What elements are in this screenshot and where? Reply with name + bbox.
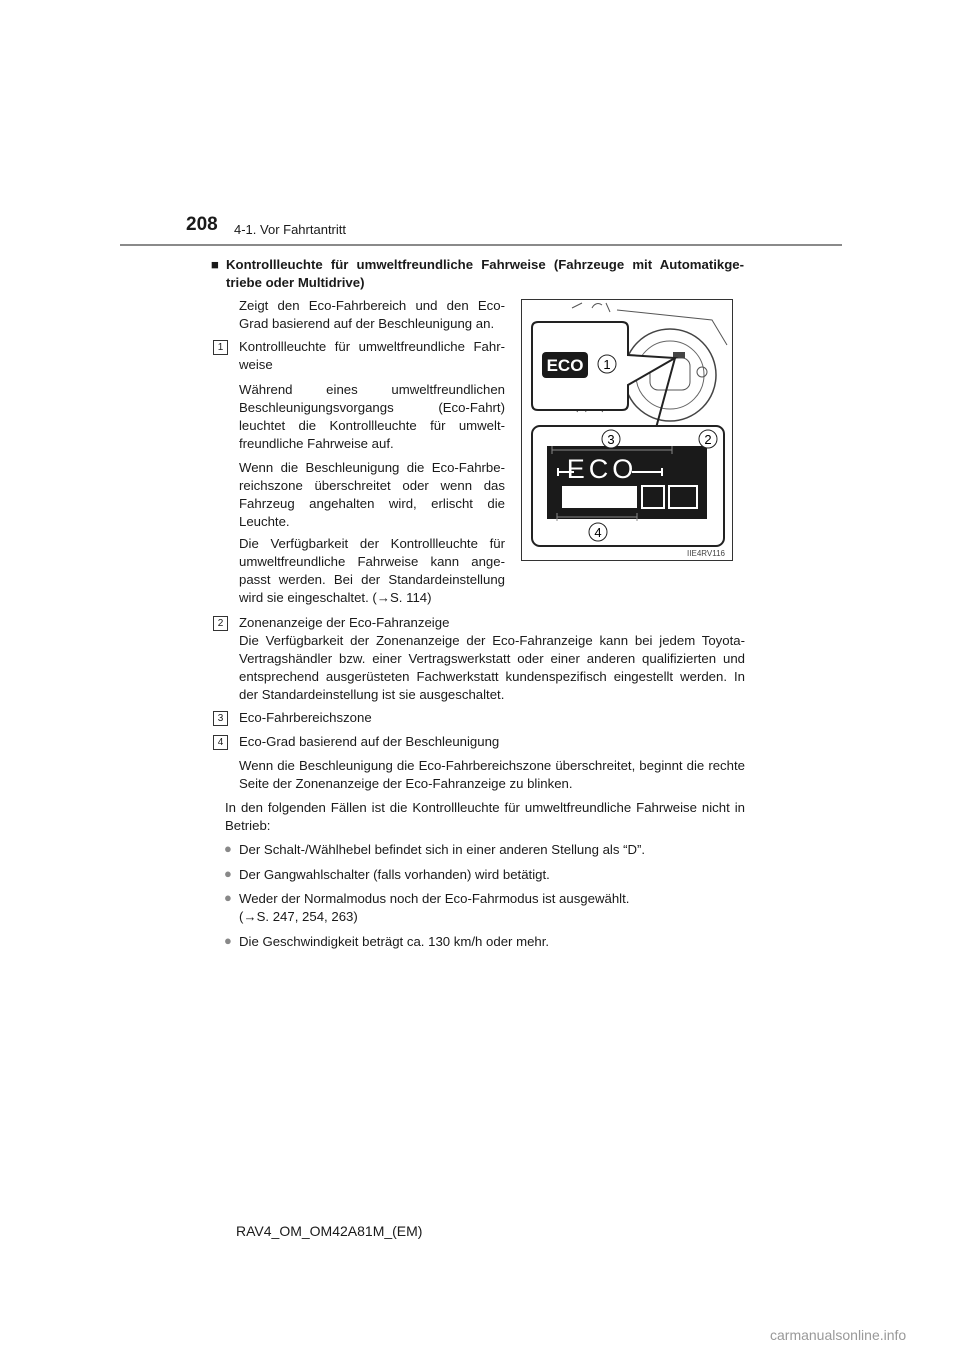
bullet-1: Der Schalt-/Wählhebel befindet sich in einer anderen Stellung als “D”. [239, 842, 646, 857]
callout-3: 3 [607, 432, 615, 447]
heading-marker: ■ [211, 257, 219, 272]
bullet-3: Weder der Normalmodus noch der Eco-Fahrmodus ist ausgewählt. [239, 891, 630, 906]
callout-2: 2 [704, 432, 712, 447]
item4-paragraph1: Wenn die Beschleunigung die Eco-Fahrbereichszone überschreitet, beginnt die rechte Seite der Zonenanzeige der Eco-Fahranzeige zu blinken. [239, 758, 745, 791]
bullet-dot: ● [224, 841, 232, 856]
illustration-svg [522, 300, 732, 560]
heading-line2: triebe oder Multidrive) [226, 275, 365, 290]
callout-number-2: 2 [213, 616, 228, 631]
watermark: carmanualsonline.info [770, 1327, 907, 1343]
item2-paragraph1: Die Verfügbarkeit der Zonenanzeige der Eco-Fahranzeige kann bei jedem Toyota-Vertragshändler bzw. einer Vertragswerkstatt oder einer anderen qualifizierten und entsprechend ausgerüsteten Fachwerkstatt kundenspezifisch eingestellt werden. In der Standardeinstellung ist sie ausgeschaltet. [239, 633, 745, 702]
eco-badge-text: ECO [546, 356, 584, 375]
section-title: 4-1. Vor Fahrtantritt [234, 222, 346, 237]
callout-number-4: 4 [213, 735, 228, 750]
bullet-3-reference: (→S. 247, 254, 263) [239, 909, 358, 924]
item1-paragraph2: Wenn die Beschleunigung die Eco-Fahrbe-reichszone überschreitet oder wenn das Fahrzeug angehalten wird, erlischt die Leuchte. [239, 460, 505, 529]
item1-paragraph1: Während eines umweltfreundlichen Beschleunigungsvorgangs (Eco-Fahrt) leuchtet die Kontrollleuchte für umwelt-freundliche Fahrweise auf. [239, 382, 505, 451]
conditions-intro: In den folgenden Fällen ist die Kontrollleuchte für umweltfreundliche Fahrweise nicht in Betrieb: [225, 800, 745, 833]
eco-indicator-illustration [521, 299, 733, 561]
bullet-dot: ● [224, 933, 232, 948]
item4-title: Eco-Grad basierend auf der Beschleunigung [239, 734, 500, 749]
item1-paragraph3: Die Verfügbarkeit der Kontrollleuchte für umweltfreundliche Fahrweise kann ange-passt werden. Bei der Standardeinstellung wird sie eingeschaltet. (→S. 114) [239, 536, 505, 605]
eco-zone-text: ECO [566, 454, 638, 484]
document-footer: RAV4_OM_OM42A81M_(EM) [236, 1223, 423, 1239]
callout-1: 1 [603, 357, 611, 372]
bullet-dot: ● [224, 890, 232, 905]
callout-number-1: 1 [213, 340, 228, 355]
bullet-4: Die Geschwindigkeit beträgt ca. 130 km/h oder mehr. [239, 934, 550, 949]
item3-title: Eco-Fahrbereichszone [239, 710, 372, 725]
callout-number-3: 3 [213, 711, 228, 726]
bullet-2: Der Gangwahlschalter (falls vorhanden) wird betätigt. [239, 867, 550, 882]
header-rule [120, 244, 842, 246]
heading-line1: Kontrollleuchte für umweltfreundliche Fahrweise (Fahrzeuge mit Automatikge- [226, 257, 744, 272]
page-number: 208 [186, 214, 218, 235]
illustration-code: IIE4RV116 [687, 549, 725, 558]
item2-title: Zonenanzeige der Eco-Fahranzeige [239, 615, 450, 630]
item1-title: Kontrollleuchte für umweltfreundliche Fahr-weise [239, 339, 505, 372]
intro-text: Zeigt den Eco-Fahrbereich und den Eco-Grad basierend auf der Beschleunigung an. [239, 298, 505, 331]
bullet-dot: ● [224, 866, 232, 881]
callout-4: 4 [594, 525, 602, 540]
